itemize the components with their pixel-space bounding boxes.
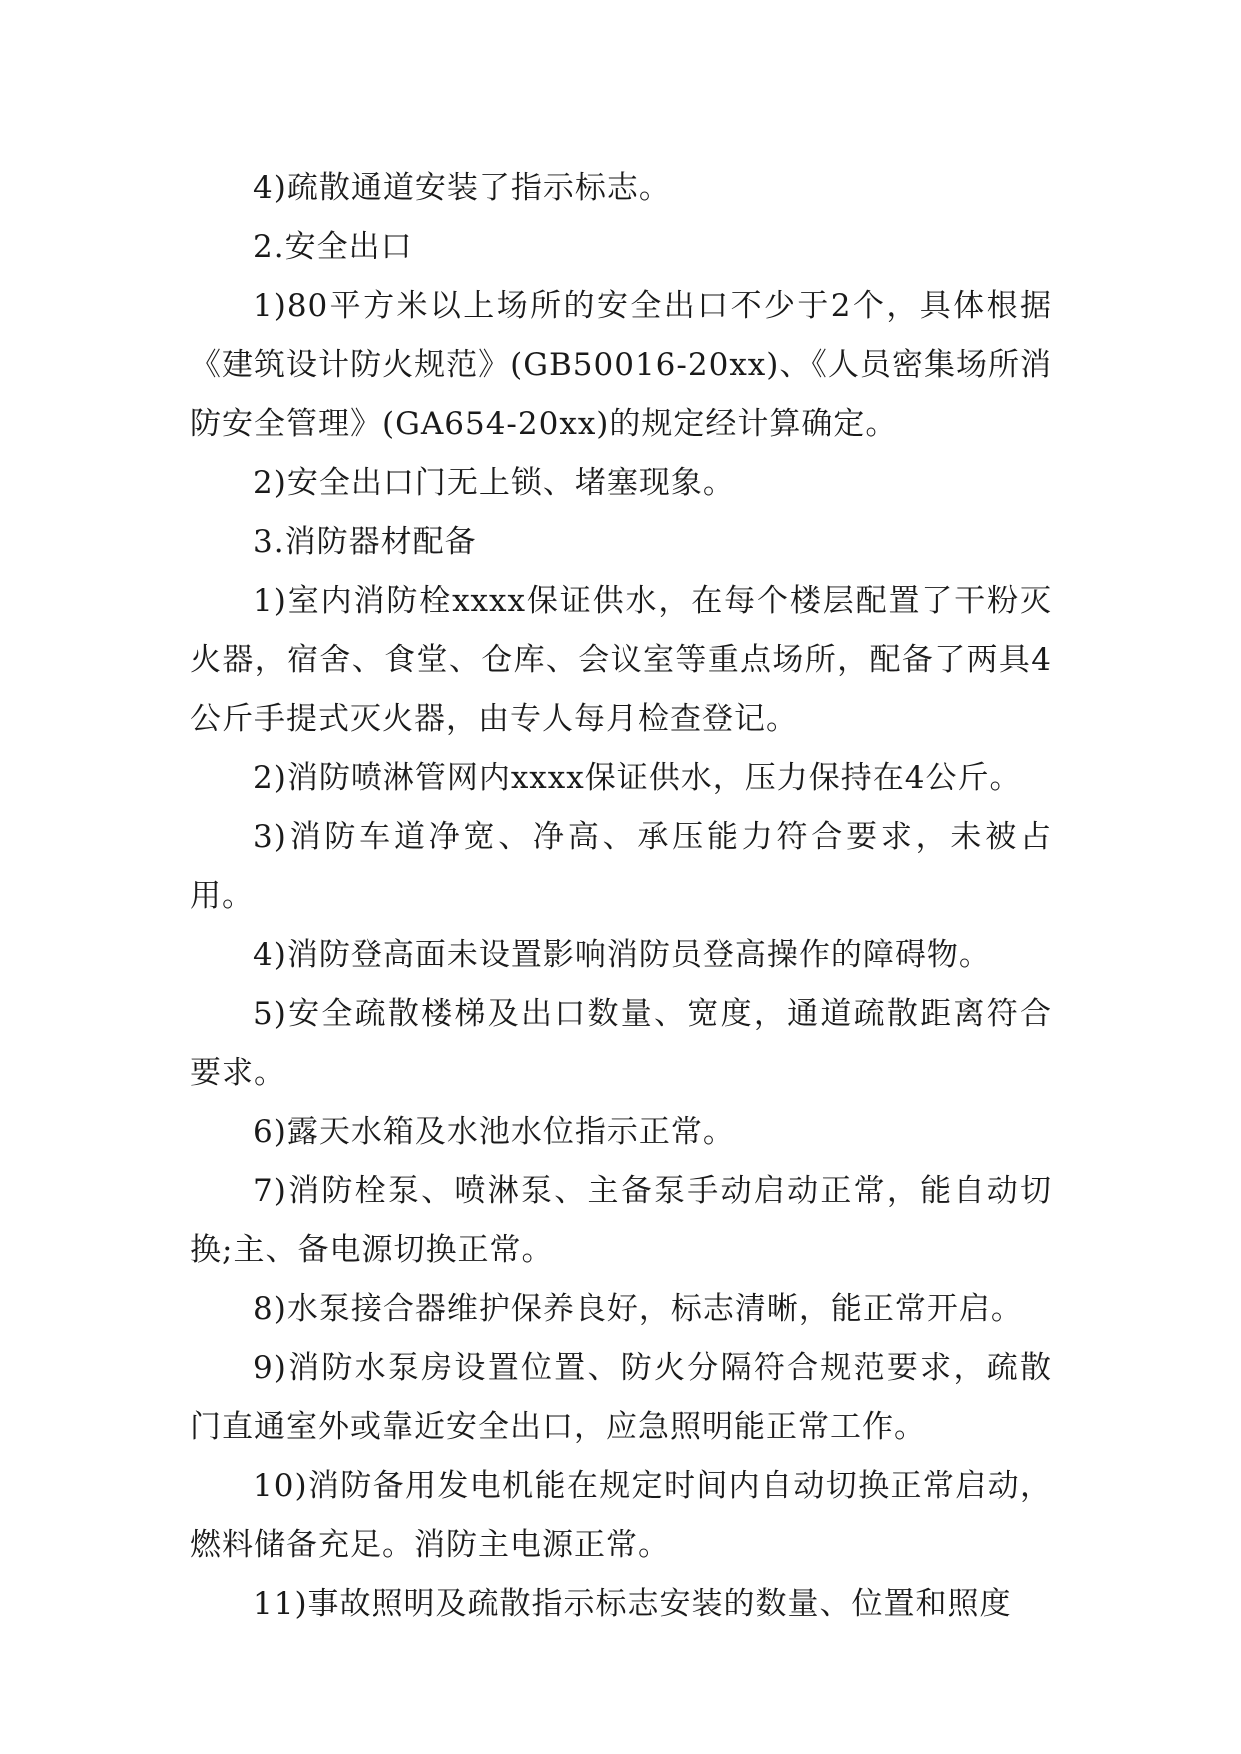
paragraph-pump-connector: 8)水泵接合器维护保养良好，标志清晰，能正常开启。 xyxy=(253,1290,1023,1327)
paragraph-exit-count: 1)80平方米以上场所的安全出口不少于2个，具体根据《建筑设计防火规范》(GB50016-20xx)、《人员密集场所消防安全管理》(GA654-20xx)的规定经计算确定。 xyxy=(190,287,1052,442)
paragraph-evacuation-signs: 4)疏散通道安装了指示标志。 xyxy=(253,169,671,206)
paragraph-exit-doors: 2)安全出口门无上锁、堵塞现象。 xyxy=(253,464,735,501)
paragraph-water-tank: 6)露天水箱及水池水位指示正常。 xyxy=(253,1113,735,1150)
paragraph-pump-room: 9)消防水泵房设置位置、防火分隔符合规范要求，疏散门直通室外或靠近安全出口，应急照明能正常工作。 xyxy=(190,1349,1052,1445)
paragraph-sprinkler-network: 2)消防喷淋管网内xxxx保证供水，压力保持在4公斤。 xyxy=(253,759,1022,796)
paragraph-emergency-lighting: 11)事故照明及疏散指示标志安装的数量、位置和照度 xyxy=(253,1585,1012,1622)
paragraph-pumps: 7)消防栓泵、喷淋泵、主备泵手动启动正常，能自动切换;主、备电源切换正常。 xyxy=(190,1172,1052,1268)
paragraph-hydrants-extinguishers: 1)室内消防栓xxxx保证供水，在每个楼层配置了干粉灭火器，宿舍、食堂、仓库、会议室等重点场所，配备了两具4公斤手提式灭火器，由专人每月检查登记。 xyxy=(190,582,1052,737)
heading-fire-equipment: 3.消防器材配备 xyxy=(253,523,477,560)
paragraph-generator: 10)消防备用发电机能在规定时间内自动切换正常启动，燃料储备充足。消防主电源正常。 xyxy=(190,1467,1052,1563)
paragraph-climbing-surface: 4)消防登高面未设置影响消防员登高操作的障碍物。 xyxy=(253,936,991,973)
heading-safety-exits: 2.安全出口 xyxy=(253,228,413,265)
document-body xyxy=(190,159,1052,1634)
paragraph-stairs-exits: 5)安全疏散楼梯及出口数量、宽度，通道疏散距离符合要求。 xyxy=(190,995,1052,1091)
paragraph-fire-lanes: 3)消防车道净宽、净高、承压能力符合要求，未被占用。 xyxy=(190,818,1052,914)
